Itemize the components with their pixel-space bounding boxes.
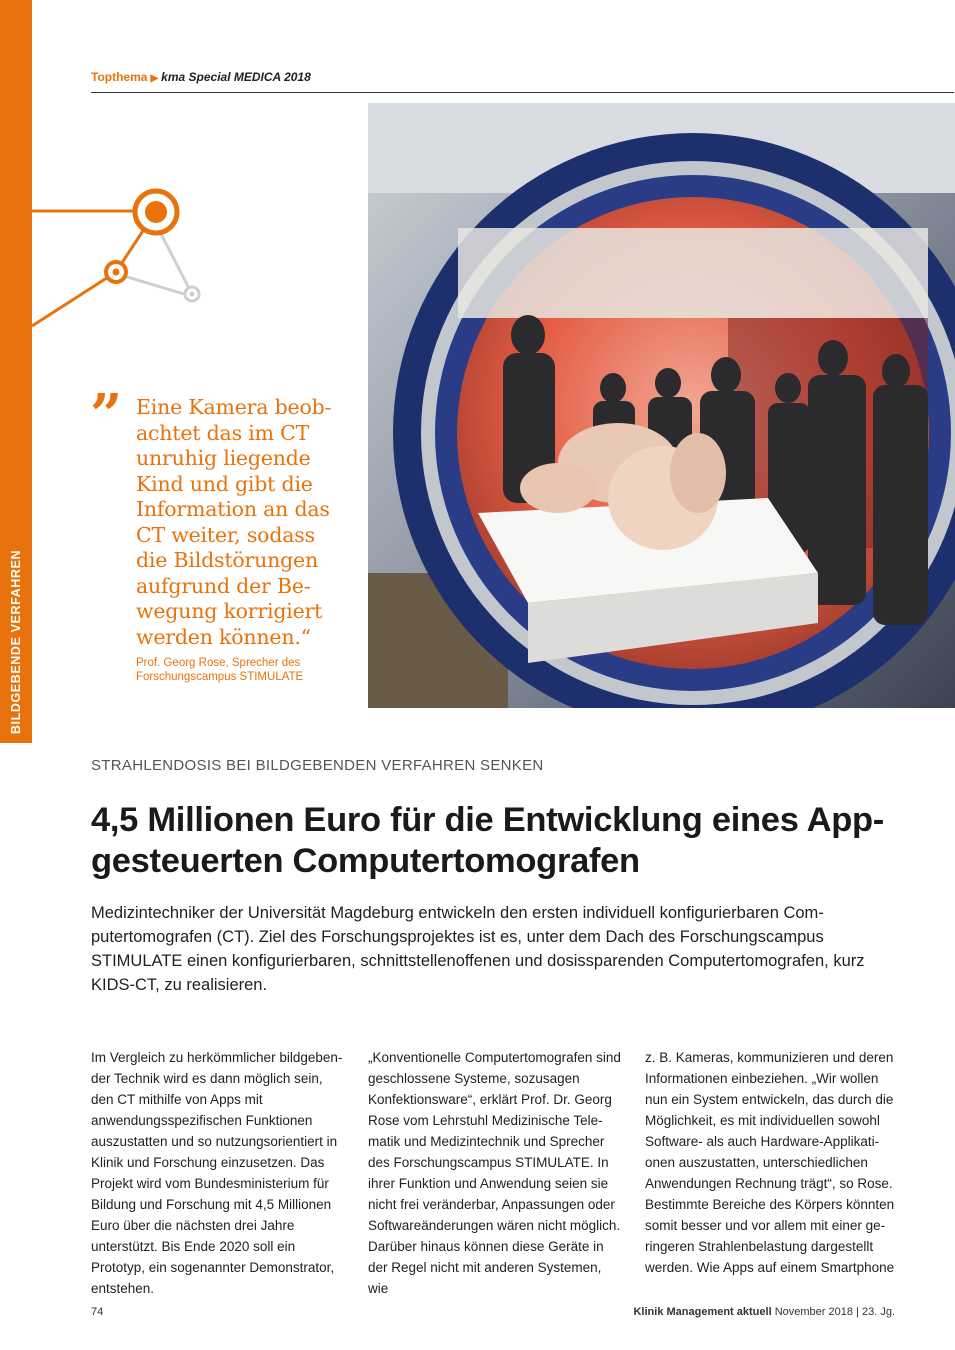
body-column-1: Im Vergleich zu herkömmlicher bildgebender Technik wird es dann möglich sein, den CT mithilfe von Apps mit anwendungsspezifischen Funktionen auszustatten und so nutzungsorientiert in Klinik und Forschung einzusetzen. Das Projekt wird vom Bundesministerium für Bildung und Forschung mit 4,5 Millionen Euro über die nächsten drei Jahre unterstützt. Bis Ende 2020 soll ein Prototyp, ein sogenannter Demonstrator, entstehen. [91,1050,343,1296]
running-head-issue: kma Special MEDICA 2018 [161,70,311,84]
quote-mark-icon: ” [90,382,123,448]
footer-publication [633,1306,895,1318]
article-headline: 4,5 Millionen Euro für die Entwicklung eines App-gesteuerten Computertomografen [91,801,884,880]
pull-quote-author: Prof. Georg Rose, Sprecher des Forschungscampus STIMULATE [136,657,304,683]
ct-scanner-photo [368,103,955,708]
body-column-3: z. B. Kameras, kommunizieren und deren Informationen einbeziehen. „Wir wollen nun ein System entwickeln, das durch die Möglichkeit, es mit individuellen sowohl Software- als auch Hardware-Applikationen auszustatten, unterschiedlichen Anwendungen Rechnung trägt“, so Rose. Bestimmte Bereiche des Körpers könnten somit besser und vor allem mit einer geringeren Strahlenbelastung dargestellt werden. Wie Apps auf einem Smartphone [645,1050,895,1275]
pull-quote-text: Eine Kamera beobachtet das im CT unruhig liegende Kind und gibt die Information an das CT weiter, sodass die Bildstörungen aufgrund der Bewegung korrigiert werden können.“ [136,395,332,649]
triangle-arrow-icon: ▶ [150,73,159,84]
sidebar-label: BILDGEBENDE VERFAHREN [9,549,23,735]
article-kicker: STRAHLENDOSIS BEI BILDGEBENDEN VERFAHREN SENKEN [91,757,544,774]
article-lead: Medizintechniker der Universität Magdeburg entwickeln den ersten individuell konfigurierbaren Computertomografen (CT). Ziel des Forschungsprojektes ist es, unter dem Dach des Forschungscampus STIMULATE einen konfigurierbaren, schnittstellenoffenen und dosissparenden Computertomografen, kurz KIDS-CT, zu realisieren. [91,904,865,994]
body-column-2: „Konventionelle Computertomografen sind geschlossene Systeme, sozusagen Konfektionsware“, erklärt Prof. Dr. Georg Rose vom Lehrstuhl Medizinische Telematik und Medizintechnik und Sprecher des Forschungscampus STIMULATE. In ihrer Funktion und Anwendung seien sie nicht frei veränderbar, Anpassungen oder Softwareänderungen wären nicht möglich. Darüber hinaus können diese Geräte in der Regel nicht mit anderen Systemen, wie [368,1050,621,1296]
running-head-divider [91,92,954,93]
running-head [91,70,311,84]
footer-volume: 23. Jg. [861,1306,895,1318]
footer-magazine: Klinik Management aktuell [633,1306,772,1318]
pull-quote [90,382,340,684]
running-head-section: Topthema [91,70,148,84]
footer-separator: | [856,1306,859,1318]
network-nodes-graphic [32,180,212,340]
page-number: 74 [91,1306,104,1318]
footer-issue-date: November 2018 [774,1306,853,1318]
sidebar-bar [0,0,32,743]
